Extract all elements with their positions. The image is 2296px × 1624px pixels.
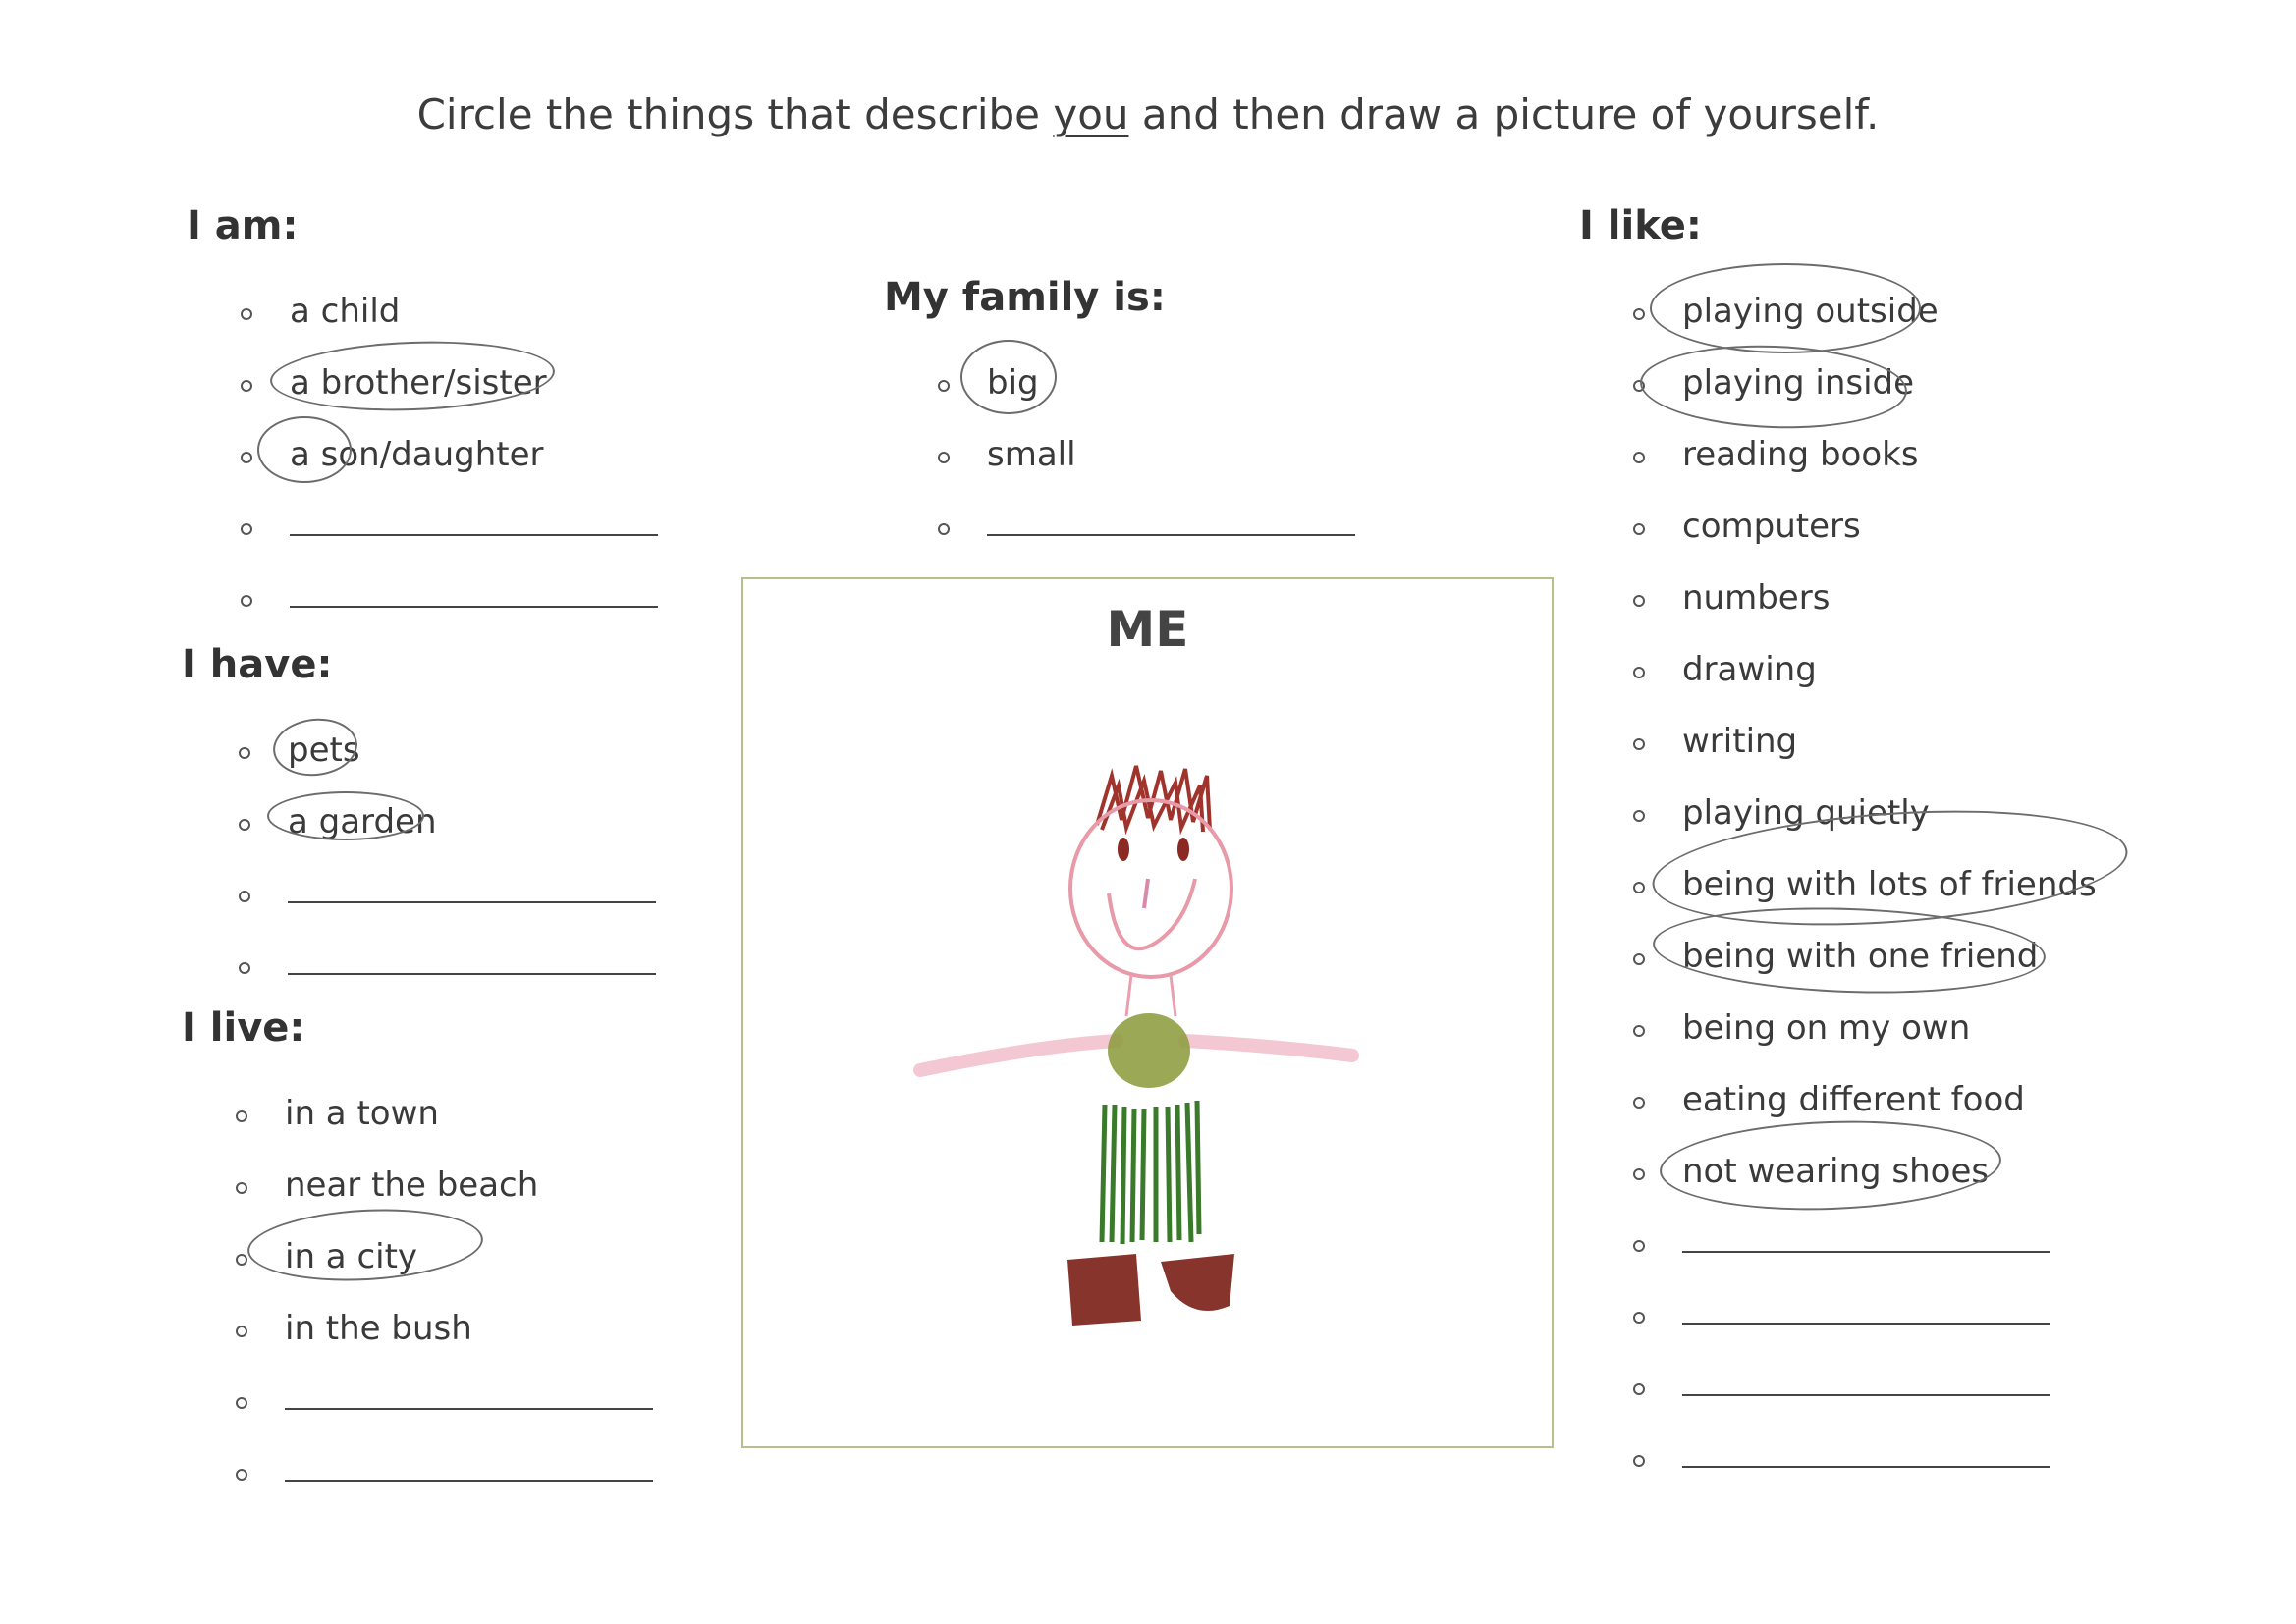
option-label: reading books [1682,435,1919,474]
option-bullet[interactable] [938,380,950,392]
option-bullet[interactable] [938,452,950,463]
write-in-line[interactable] [1682,1251,2050,1253]
option-label: near the beach [285,1165,539,1205]
instruction-before: Circle the things that describe [416,90,1040,138]
heading-i-have: I have: [182,642,333,687]
drawing-nose [1144,879,1148,908]
option-label: drawing [1682,650,1817,689]
option-label: numbers [1682,578,1831,618]
drawing-mouth [1109,879,1195,948]
option-bullet[interactable] [1633,1240,1645,1252]
option-bullet[interactable] [241,380,252,392]
drawing-face [1070,800,1231,977]
drawing-neck [1126,975,1175,1016]
instruction-after: and then draw a picture of yourself. [1141,90,1880,138]
heading-i-like: I like: [1579,203,1702,248]
option-bullet[interactable] [1633,380,1645,392]
option-bullet[interactable] [1633,523,1645,535]
heading-my-family: My family is: [884,275,1166,320]
option-bullet[interactable] [239,962,250,974]
option-bullet[interactable] [1633,1097,1645,1109]
option-bullet[interactable] [236,1254,247,1266]
write-in-line[interactable] [987,534,1355,536]
drawing-shoe-left [1067,1254,1141,1326]
option-bullet[interactable] [1633,1168,1645,1180]
drawing-eye-left [1118,838,1129,861]
drawing-pants [1102,1101,1199,1244]
drawing-shoe-right [1161,1254,1234,1311]
option-bullet[interactable] [1633,882,1645,893]
option-label: in a town [285,1094,439,1133]
option-bullet[interactable] [1633,1312,1645,1324]
option-label: a son/daughter [290,435,544,474]
option-label: pets [288,731,360,770]
option-label: a child [290,292,401,331]
write-in-line[interactable] [285,1480,653,1482]
option-bullet[interactable] [1633,810,1645,822]
option-label: a garden [288,802,437,841]
option-label: not wearing shoes [1682,1152,1990,1191]
instruction-text [0,90,2296,138]
self-portrait-box[interactable] [741,577,1554,1448]
option-label: playing quietly [1682,793,1930,833]
child-drawing-image [891,731,1401,1399]
option-bullet[interactable] [241,595,252,607]
write-in-line[interactable] [1682,1466,2050,1468]
option-bullet[interactable] [1633,953,1645,965]
option-bullet[interactable] [1633,452,1645,463]
option-bullet[interactable] [239,891,250,902]
me-box-title: ME [1106,601,1189,658]
write-in-line[interactable] [1682,1394,2050,1396]
option-bullet[interactable] [241,523,252,535]
option-bullet[interactable] [236,1182,247,1194]
option-label: eating different food [1682,1080,2025,1119]
write-in-line[interactable] [290,606,658,608]
write-in-line[interactable] [1682,1323,2050,1325]
option-bullet[interactable] [1633,1025,1645,1037]
drawing-shirt [1108,1013,1190,1088]
option-label: in the bush [285,1309,472,1348]
option-label: a brother/sister [290,363,547,403]
option-bullet[interactable] [1633,595,1645,607]
option-label: playing inside [1682,363,1915,403]
write-in-line[interactable] [288,901,656,903]
option-label: big [987,363,1039,403]
option-bullet[interactable] [1633,1383,1645,1395]
option-bullet[interactable] [239,747,250,759]
option-label: writing [1682,722,1798,761]
option-bullet[interactable] [241,452,252,463]
option-bullet[interactable] [1633,667,1645,678]
write-in-line[interactable] [290,534,658,536]
option-bullet[interactable] [938,523,950,535]
option-bullet[interactable] [236,1397,247,1409]
option-label: playing outside [1682,292,1939,331]
write-in-line[interactable] [285,1408,653,1410]
option-bullet[interactable] [236,1110,247,1122]
option-label: being with one friend [1682,937,2039,976]
option-label: small [987,435,1076,474]
option-bullet[interactable] [1633,738,1645,750]
option-bullet[interactable] [241,308,252,320]
instruction-emphasis: you [1053,90,1129,138]
drawing-eye-right [1177,838,1189,861]
option-label: being with lots of friends [1682,865,2097,904]
heading-i-am: I am: [187,203,299,248]
option-bullet[interactable] [236,1326,247,1337]
heading-i-live: I live: [182,1005,305,1051]
option-bullet[interactable] [1633,1455,1645,1467]
option-label: computers [1682,507,1861,546]
write-in-line[interactable] [288,973,656,975]
option-label: in a city [285,1237,418,1276]
option-bullet[interactable] [1633,308,1645,320]
option-bullet[interactable] [239,819,250,831]
option-label: being on my own [1682,1008,1971,1048]
option-bullet[interactable] [236,1469,247,1481]
